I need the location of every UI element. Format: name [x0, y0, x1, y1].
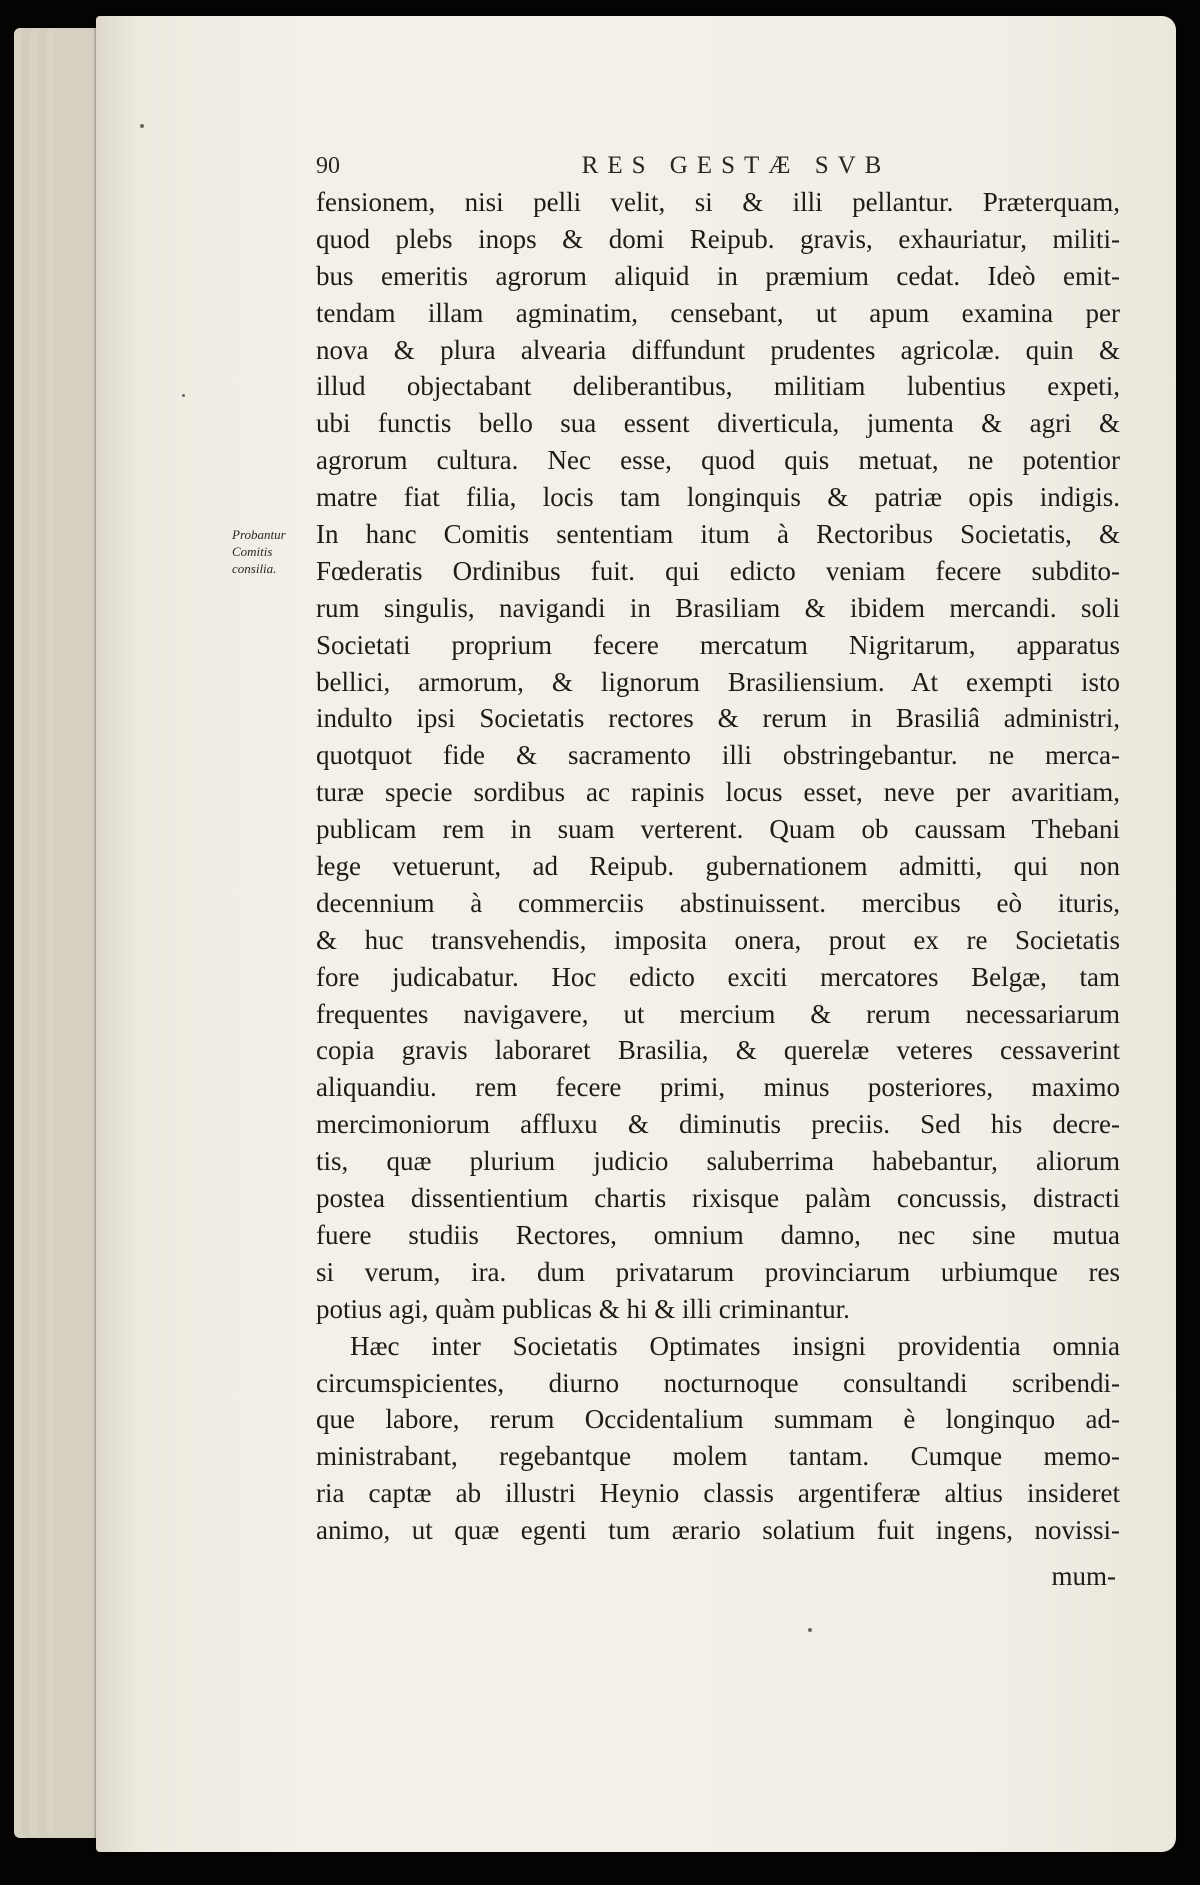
text-line: aliquandiu. rem fecere primi, minus posteriores, maximo: [316, 1072, 1120, 1103]
text-line: Societati proprium fecere mercatum Nigritarum, apparatus: [316, 629, 1120, 660]
text-line: ubi functis bello sua essent diverticula, jumenta & agri &: [316, 408, 1120, 439]
text-line: frequentes navigavere, ut mercium & rerum necessariarum: [316, 998, 1120, 1029]
text-line: tendam illam agminatim, censebant, ut apum examina per: [316, 297, 1120, 328]
text-line: Hæc inter Societatis Optimates insigni providentia omnia: [350, 1330, 1120, 1361]
page-edges: [14, 28, 104, 1838]
text-line: quod plebs inops & domi Reipub. gravis, exhauriatur, militi-: [316, 223, 1120, 254]
text-line: postea dissentientium chartis rixisque palàm concussis, distracti: [316, 1183, 1120, 1214]
running-title: RES GESTÆ SVB: [581, 152, 891, 179]
text-line: fore judicabatur. Hoc edicto exciti mercatores Belgæ, tam: [316, 961, 1120, 992]
text-line: fuere studiis Rectores, omnium damno, nec sine mutua: [316, 1219, 1120, 1250]
text-line: quotquot fide & sacramento illi obstringebantur. ne merca-: [316, 740, 1120, 771]
text-line: rum singulis, navigandi in Brasiliam & ibidem mercandi. soli: [316, 592, 1120, 623]
text-line: si verum, ira. dum privatarum provinciarum urbiumque res: [316, 1256, 1120, 1287]
text-line: fensionem, nisi pelli velit, si & illi pellantur. Præterquam,: [316, 187, 1120, 217]
text-line: In hanc Comitis sententiam itum à Rectoribus Societatis, &: [316, 519, 1120, 550]
text-line: & huc transvehendis, imposita onera, prout ex re Societatis: [316, 924, 1120, 955]
text-line: turæ specie sordibus ac rapinis locus esset, neve per avaritiam,: [316, 777, 1120, 808]
text-line: nova & plura alvearia diffundunt prudentes agricolæ. quin &: [316, 334, 1120, 365]
text-line: bellici, armorum, & lignorum Brasiliensium. At exempti isto: [316, 666, 1120, 697]
marginal-note-line: Probantur: [232, 527, 286, 542]
text-line: matre fiat filia, locis tam longinquis & patriæ opis indigis.: [316, 482, 1120, 513]
text-line: publicam rem in suam verterent. Quam ob caussam Thebani: [316, 814, 1120, 845]
text-line: ministrabant, regebantque molem tantam. Cumque memo-: [316, 1441, 1120, 1472]
text-line: copia gravis laboraret Brasilia, & querelæ veteres cessaverint: [316, 1035, 1120, 1066]
text-line: bus emeritis agrorum aliquid in præmium cedat. Ideò emit-: [316, 260, 1120, 291]
text-line: decennium à commerciis abstinuissent. mercibus eò ituris,: [316, 887, 1120, 918]
text-line: mercimoniorum affluxu & diminutis preciis. Sed his decre-: [316, 1109, 1120, 1140]
page-header: [316, 146, 1136, 186]
text-line: tis, quæ plurium judicio saluberrima habebantur, aliorum: [316, 1146, 1120, 1177]
text-line: illud objectabant deliberantibus, militiam lubentius expeti,: [316, 371, 1120, 402]
marginal-note-line: consilia.: [232, 561, 277, 576]
body-text: [316, 184, 1120, 1549]
text-line: ria captæ ab illustri Heynio classis argentiferæ altius insideret: [316, 1478, 1120, 1509]
text-line: Fœderatis Ordinibus fuit. qui edicto veniam fecere subdito-: [316, 555, 1120, 586]
marginal-note-line: Comitis: [232, 544, 273, 559]
text-line: lege vetuerunt, ad Reipub. gubernationem admitti, qui non: [316, 851, 1120, 882]
text-line: animo, ut quæ egenti tum ærario solatium fuit ingens, novissi-: [316, 1515, 1120, 1546]
marginal-note: [232, 526, 318, 577]
text-line: que labore, rerum Occidentalium summam è longinquo ad-: [316, 1404, 1120, 1435]
text-line: agrorum cultura. Nec esse, quod quis metuat, ne potentior: [316, 445, 1120, 476]
text-line: potius agi, quàm publicas & hi & illi criminantur.: [316, 1293, 850, 1324]
text-line: indulto ipsi Societatis rectores & rerum in Brasiliâ administri,: [316, 703, 1120, 734]
text-line: circumspicientes, diurno nocturnoque consultandi scribendi-: [316, 1367, 1120, 1398]
page-number: 90: [316, 153, 340, 179]
catchword: mum-: [1051, 1561, 1116, 1591]
